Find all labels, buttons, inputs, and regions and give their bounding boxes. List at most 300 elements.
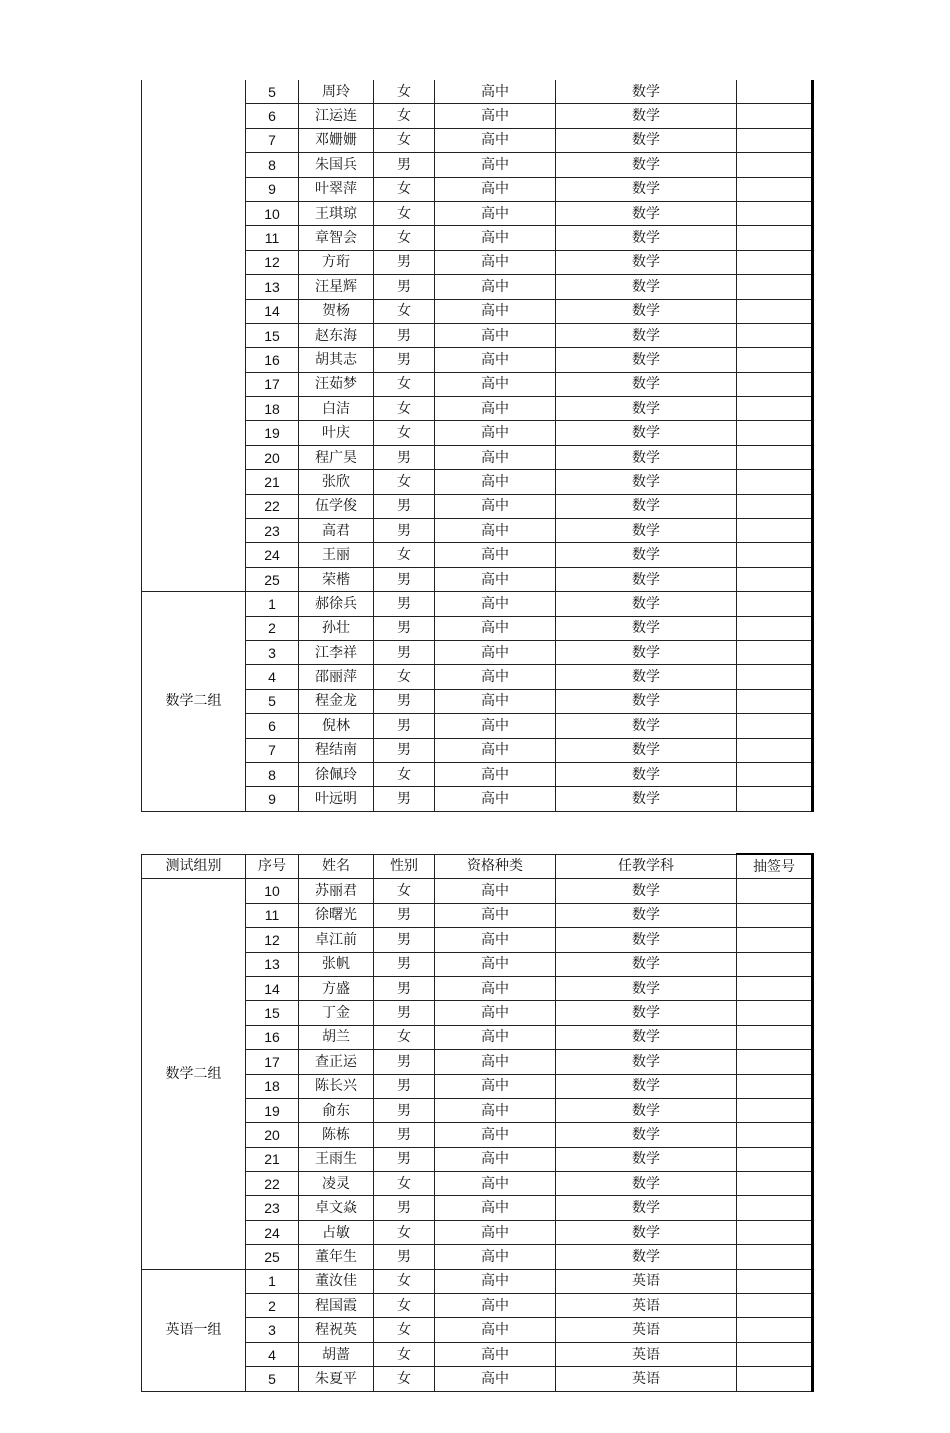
lot-number-cell	[737, 372, 813, 396]
header-subject: 任教学科	[556, 854, 737, 879]
qualification-cell: 高中	[435, 1172, 556, 1196]
qualification-cell: 高中	[435, 1001, 556, 1025]
subject-cell: 数学	[556, 299, 737, 323]
subject-cell: 数学	[556, 1172, 737, 1196]
name-cell: 程结南	[299, 738, 374, 762]
qualification-cell: 高中	[435, 1318, 556, 1342]
lot-number-cell	[737, 250, 813, 274]
seq-cell: 8	[246, 762, 299, 786]
name-cell: 程金龙	[299, 689, 374, 713]
lot-number-cell	[737, 689, 813, 713]
subject-cell: 数学	[556, 421, 737, 445]
gender-cell: 女	[374, 372, 435, 396]
gender-cell: 男	[374, 1050, 435, 1074]
group-cell	[142, 80, 246, 592]
qualification-cell: 高中	[435, 1269, 556, 1293]
lot-number-cell	[737, 928, 813, 952]
lot-number-cell	[737, 1318, 813, 1342]
name-cell: 郝徐兵	[299, 592, 374, 616]
subject-cell: 数学	[556, 928, 737, 952]
qualification-cell: 高中	[435, 201, 556, 225]
lot-number-cell	[737, 201, 813, 225]
seq-cell: 1	[246, 1269, 299, 1293]
qualification-cell: 高中	[435, 1294, 556, 1318]
seq-cell: 12	[246, 250, 299, 274]
seq-cell: 10	[246, 201, 299, 225]
gender-cell: 女	[374, 1269, 435, 1293]
qualification-cell: 高中	[435, 177, 556, 201]
gender-cell: 男	[374, 952, 435, 976]
subject-cell: 数学	[556, 976, 737, 1000]
header-group: 测试组别	[142, 854, 246, 879]
gender-cell: 女	[374, 104, 435, 128]
gender-cell: 男	[374, 494, 435, 518]
lot-number-cell	[737, 348, 813, 372]
gender-cell: 女	[374, 80, 435, 104]
name-cell: 朱国兵	[299, 153, 374, 177]
name-cell: 邵丽萍	[299, 665, 374, 689]
seq-cell: 17	[246, 1050, 299, 1074]
qualification-cell: 高中	[435, 494, 556, 518]
name-cell: 程广昊	[299, 445, 374, 469]
seq-cell: 3	[246, 1318, 299, 1342]
subject-cell: 数学	[556, 153, 737, 177]
lot-number-cell	[737, 323, 813, 347]
subject-cell: 数学	[556, 762, 737, 786]
seq-cell: 12	[246, 928, 299, 952]
qualification-cell: 高中	[435, 1220, 556, 1244]
lot-number-cell	[737, 275, 813, 299]
subject-cell: 数学	[556, 177, 737, 201]
seq-cell: 13	[246, 952, 299, 976]
name-cell: 王雨生	[299, 1147, 374, 1171]
name-cell: 胡兰	[299, 1025, 374, 1049]
gender-cell: 男	[374, 714, 435, 738]
subject-cell: 数学	[556, 519, 737, 543]
lot-number-cell	[737, 299, 813, 323]
name-cell: 江李祥	[299, 640, 374, 664]
seq-cell: 17	[246, 372, 299, 396]
name-cell: 白洁	[299, 397, 374, 421]
name-cell: 汪星辉	[299, 275, 374, 299]
header-seq: 序号	[246, 854, 299, 879]
lot-number-cell	[737, 1245, 813, 1269]
subject-cell: 数学	[556, 1074, 737, 1098]
seq-cell: 5	[246, 1367, 299, 1391]
qualification-cell: 高中	[435, 519, 556, 543]
lot-number-cell	[737, 762, 813, 786]
subject-cell: 数学	[556, 592, 737, 616]
qualification-cell: 高中	[435, 976, 556, 1000]
seq-cell: 6	[246, 104, 299, 128]
gender-cell: 男	[374, 567, 435, 591]
header-gender: 性别	[374, 854, 435, 879]
gender-cell: 女	[374, 879, 435, 903]
qualification-cell: 高中	[435, 543, 556, 567]
gender-cell: 男	[374, 1245, 435, 1269]
seq-cell: 16	[246, 348, 299, 372]
name-cell: 江运连	[299, 104, 374, 128]
gender-cell: 女	[374, 201, 435, 225]
name-cell: 章智会	[299, 226, 374, 250]
subject-cell: 数学	[556, 275, 737, 299]
lot-number-cell	[737, 665, 813, 689]
name-cell: 荣楷	[299, 567, 374, 591]
qualification-cell: 高中	[435, 470, 556, 494]
seq-cell: 9	[246, 787, 299, 811]
group-cell: 数学二组	[142, 592, 246, 812]
subject-cell: 数学	[556, 879, 737, 903]
name-cell: 贺杨	[299, 299, 374, 323]
name-cell: 王琪琼	[299, 201, 374, 225]
qualification-cell: 高中	[435, 372, 556, 396]
qualification-cell: 高中	[435, 714, 556, 738]
name-cell: 卓江前	[299, 928, 374, 952]
header-qualification: 资格种类	[435, 854, 556, 879]
qualification-cell: 高中	[435, 952, 556, 976]
gender-cell: 男	[374, 1001, 435, 1025]
seq-cell: 22	[246, 494, 299, 518]
name-cell: 查正运	[299, 1050, 374, 1074]
lot-number-cell	[737, 1294, 813, 1318]
seq-cell: 20	[246, 445, 299, 469]
seq-cell: 18	[246, 397, 299, 421]
lot-number-cell	[737, 1050, 813, 1074]
lot-number-cell	[737, 519, 813, 543]
name-cell: 倪林	[299, 714, 374, 738]
lot-number-cell	[737, 1147, 813, 1171]
seq-cell: 16	[246, 1025, 299, 1049]
lot-number-cell	[737, 738, 813, 762]
gender-cell: 男	[374, 1123, 435, 1147]
qualification-cell: 高中	[435, 397, 556, 421]
name-cell: 董汝佳	[299, 1269, 374, 1293]
subject-cell: 数学	[556, 1220, 737, 1244]
gender-cell: 女	[374, 665, 435, 689]
seq-cell: 18	[246, 1074, 299, 1098]
qualification-cell: 高中	[435, 153, 556, 177]
seq-cell: 15	[246, 323, 299, 347]
name-cell: 程国霞	[299, 1294, 374, 1318]
table-row	[142, 592, 813, 616]
group-cell: 数学二组	[142, 879, 246, 1269]
qualification-cell: 高中	[435, 762, 556, 786]
name-cell: 俞东	[299, 1098, 374, 1122]
lot-number-cell	[737, 445, 813, 469]
gender-cell: 女	[374, 226, 435, 250]
seq-cell: 21	[246, 1147, 299, 1171]
name-cell: 叶远明	[299, 787, 374, 811]
qualification-cell: 高中	[435, 567, 556, 591]
gender-cell: 男	[374, 1196, 435, 1220]
qualification-cell: 高中	[435, 421, 556, 445]
gender-cell: 女	[374, 470, 435, 494]
seq-cell: 22	[246, 1172, 299, 1196]
seq-cell: 13	[246, 275, 299, 299]
lot-number-cell	[737, 494, 813, 518]
subject-cell: 英语	[556, 1318, 737, 1342]
lot-number-cell	[737, 1098, 813, 1122]
lot-number-cell	[737, 616, 813, 640]
name-cell: 邓姗姗	[299, 128, 374, 152]
subject-cell: 数学	[556, 689, 737, 713]
subject-cell: 数学	[556, 543, 737, 567]
gender-cell: 男	[374, 903, 435, 927]
gender-cell: 女	[374, 1220, 435, 1244]
qualification-cell: 高中	[435, 879, 556, 903]
lot-number-cell	[737, 1001, 813, 1025]
gender-cell: 男	[374, 1098, 435, 1122]
gender-cell: 女	[374, 1367, 435, 1391]
name-cell: 张帆	[299, 952, 374, 976]
subject-cell: 数学	[556, 567, 737, 591]
lot-number-cell	[737, 153, 813, 177]
lot-number-cell	[737, 421, 813, 445]
gender-cell: 男	[374, 519, 435, 543]
qualification-cell: 高中	[435, 128, 556, 152]
seq-cell: 7	[246, 738, 299, 762]
name-cell: 苏丽君	[299, 879, 374, 903]
subject-cell: 数学	[556, 445, 737, 469]
name-cell: 胡其志	[299, 348, 374, 372]
seq-cell: 7	[246, 128, 299, 152]
lot-number-cell	[737, 1025, 813, 1049]
gender-cell: 女	[374, 543, 435, 567]
lot-number-cell	[737, 128, 813, 152]
qualification-cell: 高中	[435, 1367, 556, 1391]
lot-number-cell	[737, 1367, 813, 1391]
seq-cell: 11	[246, 903, 299, 927]
subject-cell: 英语	[556, 1342, 737, 1366]
subject-cell: 数学	[556, 952, 737, 976]
seq-cell: 6	[246, 714, 299, 738]
seq-cell: 15	[246, 1001, 299, 1025]
seq-cell: 14	[246, 299, 299, 323]
roster-table-2	[141, 853, 814, 1392]
seq-cell: 19	[246, 1098, 299, 1122]
gender-cell: 男	[374, 738, 435, 762]
seq-cell: 20	[246, 1123, 299, 1147]
qualification-cell: 高中	[435, 104, 556, 128]
qualification-cell: 高中	[435, 738, 556, 762]
subject-cell: 数学	[556, 80, 737, 104]
lot-number-cell	[737, 104, 813, 128]
name-cell: 方珩	[299, 250, 374, 274]
qualification-cell: 高中	[435, 928, 556, 952]
name-cell: 叶翠萍	[299, 177, 374, 201]
name-cell: 丁金	[299, 1001, 374, 1025]
seq-cell: 1	[246, 592, 299, 616]
subject-cell: 数学	[556, 470, 737, 494]
seq-cell: 23	[246, 519, 299, 543]
gender-cell: 女	[374, 128, 435, 152]
seq-cell: 25	[246, 567, 299, 591]
gender-cell: 男	[374, 640, 435, 664]
subject-cell: 数学	[556, 323, 737, 347]
header-name: 姓名	[299, 854, 374, 879]
subject-cell: 数学	[556, 201, 737, 225]
gender-cell: 女	[374, 1294, 435, 1318]
lot-number-cell	[737, 1172, 813, 1196]
seq-cell: 21	[246, 470, 299, 494]
subject-cell: 数学	[556, 787, 737, 811]
table-row	[142, 80, 813, 104]
lot-number-cell	[737, 567, 813, 591]
table-row	[142, 1269, 813, 1293]
subject-cell: 数学	[556, 1050, 737, 1074]
subject-cell: 数学	[556, 1098, 737, 1122]
qualification-cell: 高中	[435, 348, 556, 372]
qualification-cell: 高中	[435, 665, 556, 689]
name-cell: 朱夏平	[299, 1367, 374, 1391]
subject-cell: 数学	[556, 226, 737, 250]
seq-cell: 2	[246, 1294, 299, 1318]
gender-cell: 男	[374, 275, 435, 299]
seq-cell: 24	[246, 543, 299, 567]
gender-cell: 男	[374, 1074, 435, 1098]
qualification-cell: 高中	[435, 323, 556, 347]
subject-cell: 数学	[556, 250, 737, 274]
seq-cell: 9	[246, 177, 299, 201]
lot-number-cell	[737, 226, 813, 250]
seq-cell: 24	[246, 1220, 299, 1244]
lot-number-cell	[737, 177, 813, 201]
name-cell: 陈栋	[299, 1123, 374, 1147]
seq-cell: 4	[246, 665, 299, 689]
subject-cell: 数学	[556, 397, 737, 421]
subject-cell: 数学	[556, 665, 737, 689]
gender-cell: 男	[374, 976, 435, 1000]
qualification-cell: 高中	[435, 1098, 556, 1122]
lot-number-cell	[737, 80, 813, 104]
subject-cell: 数学	[556, 714, 737, 738]
subject-cell: 数学	[556, 1025, 737, 1049]
gender-cell: 男	[374, 323, 435, 347]
lot-number-cell	[737, 1342, 813, 1366]
lot-number-cell	[737, 397, 813, 421]
gender-cell: 男	[374, 153, 435, 177]
subject-cell: 数学	[556, 494, 737, 518]
subject-cell: 英语	[556, 1367, 737, 1391]
name-cell: 徐佩玲	[299, 762, 374, 786]
seq-cell: 5	[246, 80, 299, 104]
subject-cell: 数学	[556, 738, 737, 762]
gender-cell: 男	[374, 445, 435, 469]
seq-cell: 23	[246, 1196, 299, 1220]
lot-number-cell	[737, 1269, 813, 1293]
qualification-cell: 高中	[435, 1050, 556, 1074]
qualification-cell: 高中	[435, 275, 556, 299]
lot-number-cell	[737, 1196, 813, 1220]
qualification-cell: 高中	[435, 1074, 556, 1098]
name-cell: 董年生	[299, 1245, 374, 1269]
name-cell: 张欣	[299, 470, 374, 494]
qualification-cell: 高中	[435, 1342, 556, 1366]
seq-cell: 10	[246, 879, 299, 903]
table-header-row	[142, 854, 813, 879]
gender-cell: 女	[374, 299, 435, 323]
gender-cell: 女	[374, 1318, 435, 1342]
seq-cell: 8	[246, 153, 299, 177]
subject-cell: 英语	[556, 1269, 737, 1293]
qualification-cell: 高中	[435, 1123, 556, 1147]
seq-cell: 3	[246, 640, 299, 664]
subject-cell: 数学	[556, 640, 737, 664]
qualification-cell: 高中	[435, 445, 556, 469]
seq-cell: 2	[246, 616, 299, 640]
lot-number-cell	[737, 1220, 813, 1244]
seq-cell: 14	[246, 976, 299, 1000]
seq-cell: 25	[246, 1245, 299, 1269]
name-cell: 赵东海	[299, 323, 374, 347]
lot-number-cell	[737, 714, 813, 738]
gender-cell: 男	[374, 250, 435, 274]
lot-number-cell	[737, 592, 813, 616]
seq-cell: 19	[246, 421, 299, 445]
subject-cell: 数学	[556, 1245, 737, 1269]
seq-cell: 11	[246, 226, 299, 250]
group-cell: 英语一组	[142, 1269, 246, 1391]
lot-number-cell	[737, 952, 813, 976]
lot-number-cell	[737, 903, 813, 927]
gender-cell: 男	[374, 787, 435, 811]
gender-cell: 女	[374, 177, 435, 201]
gender-cell: 女	[374, 1025, 435, 1049]
subject-cell: 数学	[556, 348, 737, 372]
name-cell: 叶庆	[299, 421, 374, 445]
name-cell: 王丽	[299, 543, 374, 567]
qualification-cell: 高中	[435, 299, 556, 323]
gender-cell: 女	[374, 1172, 435, 1196]
gender-cell: 女	[374, 762, 435, 786]
qualification-cell: 高中	[435, 1196, 556, 1220]
qualification-cell: 高中	[435, 1147, 556, 1171]
roster-table-1	[141, 80, 814, 812]
qualification-cell: 高中	[435, 903, 556, 927]
gender-cell: 女	[374, 1342, 435, 1366]
subject-cell: 数学	[556, 372, 737, 396]
subject-cell: 数学	[556, 1123, 737, 1147]
qualification-cell: 高中	[435, 1245, 556, 1269]
qualification-cell: 高中	[435, 689, 556, 713]
subject-cell: 数学	[556, 1001, 737, 1025]
name-cell: 伍学俊	[299, 494, 374, 518]
name-cell: 孙壮	[299, 616, 374, 640]
name-cell: 卓文焱	[299, 1196, 374, 1220]
lot-number-cell	[737, 976, 813, 1000]
qualification-cell: 高中	[435, 80, 556, 104]
gender-cell: 女	[374, 397, 435, 421]
name-cell: 占敏	[299, 1220, 374, 1244]
subject-cell: 数学	[556, 128, 737, 152]
lot-number-cell	[737, 787, 813, 811]
qualification-cell: 高中	[435, 616, 556, 640]
lot-number-cell	[737, 879, 813, 903]
subject-cell: 数学	[556, 1147, 737, 1171]
lot-number-cell	[737, 1123, 813, 1147]
table-row	[142, 879, 813, 903]
qualification-cell: 高中	[435, 1025, 556, 1049]
lot-number-cell	[737, 470, 813, 494]
name-cell: 陈长兴	[299, 1074, 374, 1098]
gender-cell: 男	[374, 348, 435, 372]
name-cell: 周玲	[299, 80, 374, 104]
qualification-cell: 高中	[435, 250, 556, 274]
subject-cell: 数学	[556, 903, 737, 927]
header-lot-number: 抽签号	[737, 854, 813, 879]
name-cell: 汪茹梦	[299, 372, 374, 396]
lot-number-cell	[737, 640, 813, 664]
